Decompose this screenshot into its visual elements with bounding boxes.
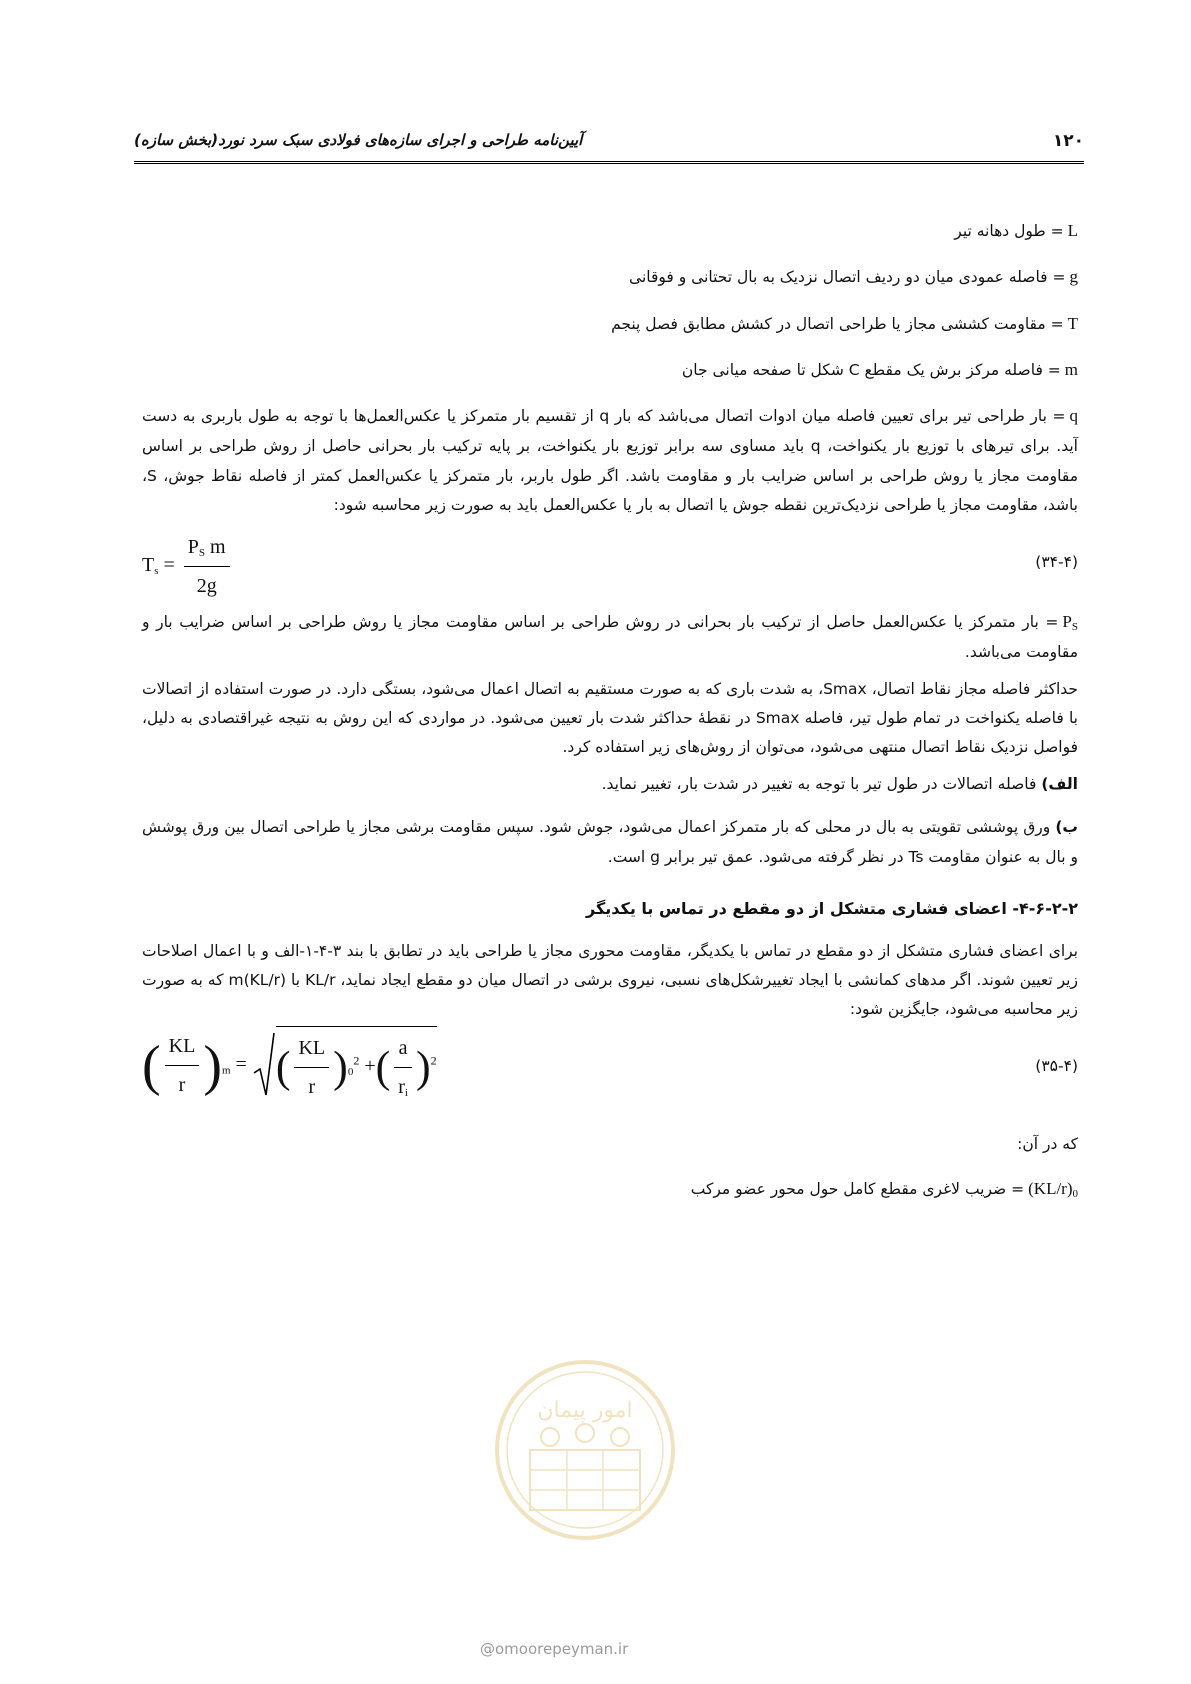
- item-label: ب): [1055, 818, 1078, 837]
- page-number: ۱۲۰: [1052, 131, 1084, 151]
- symbol-sub: S: [1071, 620, 1078, 633]
- sub-0: 0: [347, 1065, 354, 1078]
- fraction-denominator: 2g: [196, 574, 217, 597]
- fraction-kl-r: [165, 1027, 200, 1104]
- where-label: که در آن:: [1017, 1134, 1078, 1153]
- numerator-sub: S: [198, 546, 206, 559]
- symbol-q: q: [1069, 406, 1078, 426]
- item-text: ورق پوششی تقویتی به بال در محلی که بار متمرکز اعمال می‌شود، جوش شود. سپس مقاومت برشی مجاز یا طراحی اتصال بین ورق پوشش و بال به عنوان مقاومت Ts در نظر گرفته می‌شود. عمق تیر برابر g است.: [142, 818, 1078, 866]
- denominator-r: r: [308, 1075, 316, 1098]
- symbol-sub: 0: [1072, 1188, 1078, 1201]
- equals-sign: =: [235, 1053, 252, 1076]
- numerator-kl: KL: [294, 1029, 329, 1068]
- equation-number: (۳۴-۴): [1035, 552, 1078, 571]
- symbol-g: g: [1069, 267, 1078, 287]
- symbol-m: m: [1064, 359, 1078, 379]
- definition-L: [142, 215, 1078, 247]
- denominator-ri: [394, 1068, 412, 1106]
- definition-text: = طول دهانه تیر: [954, 222, 1064, 240]
- symbol-T: T: [1067, 313, 1078, 333]
- definition-kl0: [142, 1173, 1078, 1205]
- fraction-a-ri: [394, 1029, 412, 1106]
- definition-ps: [142, 606, 1078, 668]
- definition-text: = فاصله عمودی میان دو ردیف اتصال نزدیک به بال تحتانی و فوقانی: [629, 268, 1066, 287]
- equation-34: [142, 528, 1078, 597]
- item-be: [142, 813, 1078, 872]
- formula-lhs: T: [142, 553, 155, 576]
- definition-m: [142, 354, 1078, 386]
- definition-text: = مقاومت کششی مجاز یا طراحی اتصال در کشش مطابق فصل پنجم: [611, 314, 1064, 333]
- numerator-m: m: [205, 535, 226, 558]
- item-label: الف): [1041, 774, 1078, 793]
- item-alef: [142, 770, 1078, 799]
- radical-sign: [252, 1031, 276, 1101]
- watermark-text: امور پیمان: [537, 1398, 633, 1423]
- fraction: [184, 528, 230, 605]
- definition-text: = بار متمرکز یا عکس‌العمل حاصل از ترکیب بار بحرانی در روش طراحی بر اساس مقاومت مجاز یا روش طراحی بر اساس ضرایب بار و مقاومت می‌باشد.: [142, 612, 1078, 662]
- document-body: [142, 215, 1078, 1220]
- numerator-p: P: [187, 535, 199, 558]
- sub-m: m: [221, 1064, 231, 1077]
- watermark-seal: [490, 1355, 680, 1560]
- radicand: ( $\frac{KL}{r}$ )$_0^2$ +( $\frac{a}{r_i}$ )$^2$: [276, 1026, 437, 1106]
- ri-sub: i: [404, 1086, 408, 1099]
- running-title: آیین‌نامه طراحی و اجرای سازه‌های فولادی سبک سرد نورد(بخش سازه): [134, 131, 583, 149]
- equation-number: (۳۵-۴): [1035, 1056, 1078, 1075]
- symbol-L: L: [1067, 221, 1078, 240]
- fraction-numerator: [184, 528, 230, 567]
- section-heading: ۴-۶-۲-۲- اعضای فشاری متشکل از دو مقطع در تماس با یکدیگر: [586, 899, 1078, 919]
- denominator-r: r: [178, 1074, 186, 1097]
- ri-r: r: [398, 1075, 405, 1098]
- exponent: 2: [430, 1053, 437, 1068]
- formula-lhs-sub: s: [154, 564, 159, 577]
- equals-sign: =: [163, 553, 175, 576]
- definition-T: [142, 308, 1078, 340]
- definition-g: [142, 261, 1078, 293]
- formula-klr-m: ( $\frac{KL}{r}$ )$_m$ = ( $\frac{KL}{r}$ )$_0^2$ +( $\frac{a}{r_i}$ )$^2$: [142, 1026, 437, 1106]
- definition-text: = بار طراحی تیر برای تعیین فاصله میان ادوات اتصال می‌باشد که بار q از تقسیم بار متمرکز یا عکس‌العمل‌ها با توجه به طول باربری به دست آید. برای تیرهای با توزیع بار یکنواخت، q باید مساوی سه برابر توزیع بار یکنواخت، بر پایه ترکیب بار بحرانی حاصل از روش طراحی بر اساس مقاومت مجاز یا روش طراحی بر اساس ضرایب بار و مقاومت باشد. اگر طول باربر، بار متمرکز یا عکس‌العمل کمتر از فاصله نقاط جوش، S، باشد، مقاومت مجاز یا طراحی نزدیک‌ترین نقطه جوش یا اتصال به بار یا عکس‌العمل باید به صورت زیر محاسبه شود:: [142, 407, 1078, 515]
- symbol-klr: (KL/r): [1028, 1179, 1073, 1199]
- symbol-ps: [1062, 612, 1078, 631]
- definition-text: = ضریب لاغری مقطع کامل حول محور عضو مرکب: [690, 1180, 1025, 1199]
- section-paragraph: برای اعضای فشاری متشکل از دو مقطع در تماس با یکدیگر، مقاومت محوری مجاز یا طراحی باید در تطابق با بند ۳-۴-۱-الف و با اعمال اصلاحات زیر تعیین شوند. اگر مدهای کمانشی با ایجاد تغییرشکل‌های نسبی، نیروی برشی در اتصال میان دو مقطع ایجاد نماید، KL/r با (KL/r)m که به صورت زیر محاسبه می‌شود، جایگزین شود:: [142, 941, 1078, 1019]
- exponent: 2: [353, 1053, 360, 1068]
- item-text: فاصله اتصالات در طول تیر با توجه به تغییر در شدت بار، تغییر نماید.: [601, 774, 1042, 793]
- page-header: [134, 127, 1084, 164]
- definition-q: [142, 400, 1078, 521]
- site-link: @omoorepeyman.ir: [480, 1640, 629, 1658]
- formula-ts: [142, 528, 234, 605]
- equation-35: [142, 1032, 1078, 1112]
- numerator-a: a: [394, 1029, 412, 1068]
- numerator-kl: KL: [165, 1027, 200, 1066]
- definition-text: = فاصله مرکز برش یک مقطع C شکل تا صفحه میانی جان: [681, 360, 1061, 379]
- fraction-kl-r-0: [294, 1029, 329, 1106]
- smax-paragraph: حداکثر فاصله مجاز نقاط اتصال، Smax، به شدت باری که به صورت مستقیم به اتصال اعمال می‌شود، بستگی دارد. در صورت استفاده از اتصالات با فاصله یکنواخت در تمام طول تیر، فاصله Smax در نقطهٔ حداکثر شدت بار تعیین می‌شود. در مواردی که این روش به نتیجه غیراقتصادی به دلیل، فواصل نزدیک نقاط اتصال منتهی می‌شود، می‌توان از روش‌های زیر استفاده کرد.: [142, 679, 1078, 757]
- symbol-p: P: [1062, 611, 1072, 631]
- symbol-kl0: [1028, 1179, 1078, 1201]
